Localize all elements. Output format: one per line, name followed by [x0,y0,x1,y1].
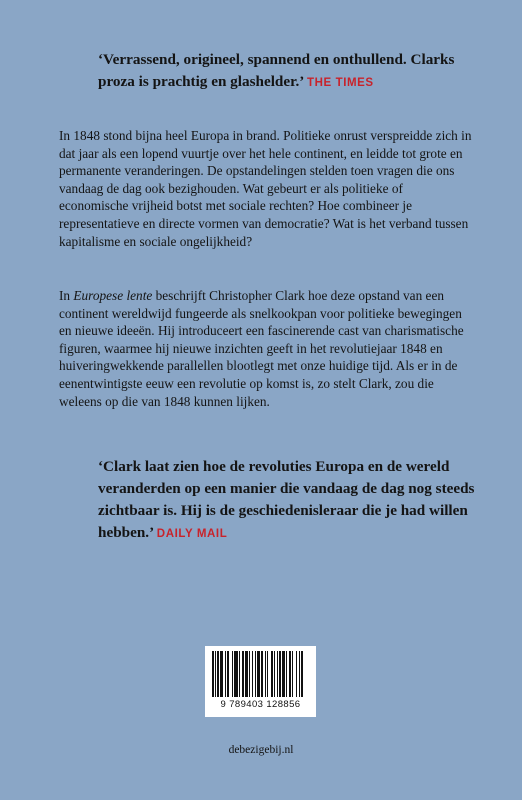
paragraph-2-body: beschrijft Christopher Clark hoe deze opstand van een continent wereldwijd fungeerde als snelkookpan voor politieke bewegingen en nieuwe ideeën. Hij introduceert een fascinerende cast van charismatische figuren, waarmee hij nieuwe inzichten geeft in het revolutiejaar 1848 en huiveringwekkende parallellen blootlegt met onze huidige tijd. Als er in de eenentwintigste eeuw een revolutie op komst is, zo stelt Clark, zou die weleens op die van 1848 kunnen lijken. [59,288,464,409]
publisher-url: debezigebij.nl [228,744,294,756]
isbn-number: 9 789403 128856 [220,699,301,710]
isbn-barcode [205,646,316,717]
book-title: Europese lente [73,288,153,303]
bottom-quote-text: ‘Clark laat zien hoe de revoluties Europa en de wereld veranderden op een manier die vandaag de dag nog steeds zichtbaar is. Hij is de geschiedenisleraar die je had willen hebben.’ [98,458,475,541]
bottom-review-quote [98,456,478,545]
bottom-quote-source: DAILY MAIL [156,528,228,540]
top-quote-source: THE TIMES [306,77,374,89]
blurb-paragraph-2 [59,287,475,410]
top-quote-text: ‘Verrassend, origineel, spannend en onthullend. Clarks proza is prachtig en glashelder.’ [98,51,455,90]
barcode-bars [211,651,310,697]
paragraph-2-prefix: In [59,288,74,303]
top-review-quote [98,49,478,94]
blurb-paragraph-1: In 1848 stond bijna heel Europa in brand. Politieke onrust verspreidde zich in dat jaar als een lopend vuurtje over het hele continent, en leidde tot grote en permanente veranderingen. De opstandelingen stelden toen vragen die ons vandaag de dag ook bezighouden. Wat gebeurt er als politieke of economische vrijheid botst met sociale rechten? Hoe combineer je representatieve en directe vormen van democratie? Wat is het verband tussen kapitalisme en sociale ongelijkheid? [59,128,472,249]
